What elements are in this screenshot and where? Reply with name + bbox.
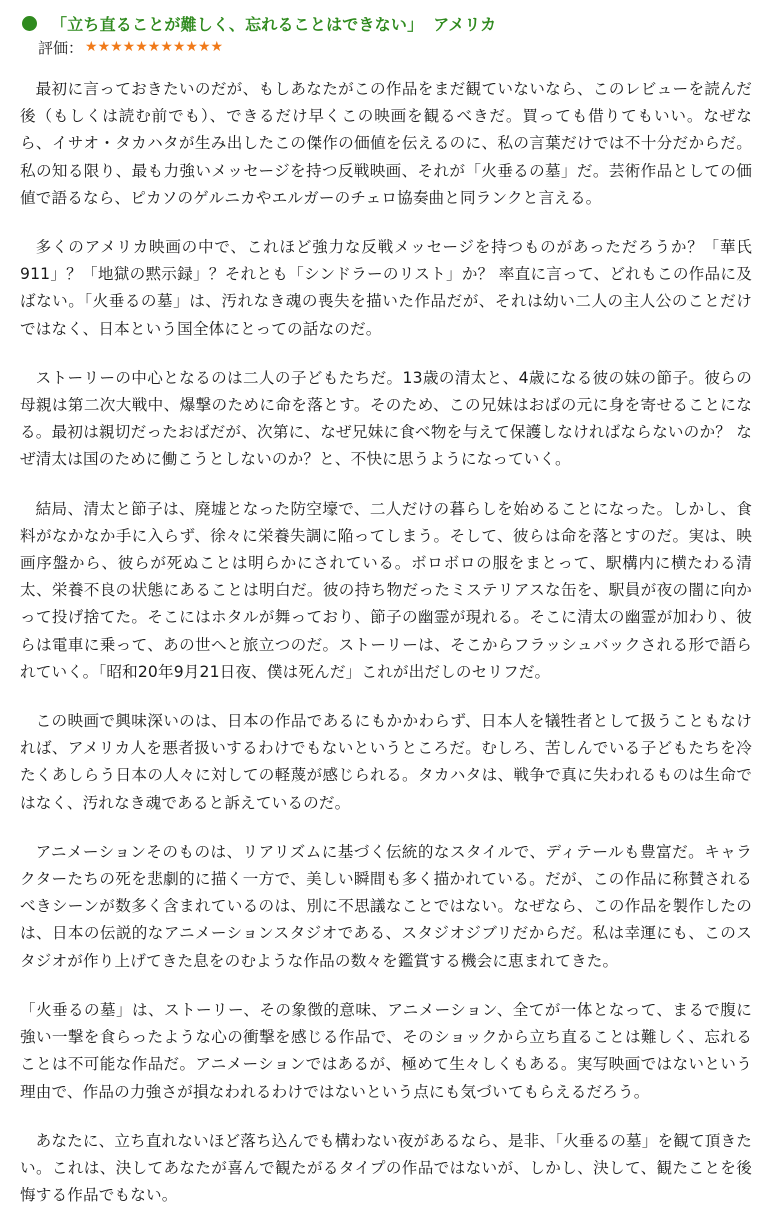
- rating-row: [38, 36, 752, 58]
- review-paragraph: 「火垂るの墓」は、ストーリー、その象徴的意味、アニメーション、全てが一体となって、まるで腹に強い一撃を食らったような心の衝撃を感じる作品で、そのショックから立ち直ることは難しく、忘れることは不可能な作品だ。アニメーションではあるが、極めて生々しくもある。実写映画ではないという理由で、作品の力強さが損なわれるわけではないという点にも気づいてもらえるだろう。: [20, 1000, 752, 1101]
- review-paragraph: アニメーションそのものは、リアリズムに基づく伝統的なスタイルで、ディテールも豊富だ。キャラクターたちの死を悲劇的に描く一方で、美しい瞬間も多く描かれている。だが、この作品に称賛されるべきシーンが数多く含まれているのは、別に不思議なことではない。なぜなら、この作品を製作したのは、日本の伝説的なアニメーションスタジオである、スタジオジブリだからだ。私は幸運にも、このスタジオが作り上げてきた息をのむような作品の数々を鑑賞する機会に恵まれてきた。: [20, 842, 752, 970]
- review-header: [20, 10, 752, 36]
- review-paragraph: この映画で興味深いのは、日本の作品であるにもかかわらず、日本人を犠牲者として扱うこともなければ、アメリカ人を悪者扱いするわけでもないというところだ。むしろ、苦しんでいる子どもたちを冷たくあしらう日本の人々に対しての軽蔑が感じられる。タカハタは、戦争で真に失われるものは生命ではなく、汚れなき魂であると訴えているのだ。: [20, 712, 752, 812]
- review-title: 「立ち直ることが難しく、忘れることはできない」: [51, 14, 424, 34]
- rating-label: 評価：: [38, 38, 84, 57]
- rating-stars-icon: ★★★★★★★★★★★: [85, 39, 224, 55]
- review-paragraph: 多くのアメリカ映画の中で、これほど強力な反戦メッセージを持つものがあっただろうか？「華氏911」？「地獄の黙示録」？それとも「シンドラーのリスト」か？ 率直に言って、どれもこの作品に及ばない。「火垂るの墓」は、汚れなき魂の喪失を描いた作品だが、それは幼い二人の主人公のことだけではなく、日本という国全体にとっての話なのだ。: [20, 238, 752, 338]
- review-paragraph: 最初に言っておきたいのだが、もしあなたがこの作品をまだ観ていないなら、このレビューを読んだ後（もしくは読む前でも）、できるだけ早くこの映画を観るべきだ。買っても借りてもいい。なぜなら、イサオ・タカハタが生み出したこの傑作の価値を伝えるのに、私の言葉だけでは不十分だからだ。私の知る限り、最も力強いメッセージを持つ反戦映画、それが「火垂るの墓」だ。芸術作品としての価値で語るなら、ピカソのゲルニカやエルガーのチェロ協奏曲と同ランクと言える。: [20, 80, 752, 207]
- review-country: アメリカ: [433, 14, 497, 34]
- review-paragraph: ストーリーの中心となるのは二人の子どもたちだ。13歳の清太と、4歳になる彼の妹の節子。彼らの母親は第二次大戦中、爆撃のために命を落とす。そのため、この兄妹はおばの元に身を寄せることになる。最初は親切だったおばだが、次第に、なぜ兄妹に食べ物を与えて保護しなければならないのか？ なぜ清太は国のために働こうとしないのか？と、不快に思うようになっていく。: [20, 368, 752, 469]
- review-paragraph: あなたに、立ち直れないほど落ち込んでも構わない夜があるなら、是非、「火垂るの墓」を観て頂きたい。これは、決してあなたが喜んで観たがるタイプの作品ではないが、しかし、決して、観たことを後悔する作品でもない。: [20, 1131, 753, 1205]
- review-body: [20, 76, 752, 1209]
- review-paragraph: 結局、清太と節子は、廃墟となった防空壕で、二人だけの暮らしを始めることになった。しかし、食料がなかなか手に入らず、徐々に栄養失調に陥ってしまう。そして、彼らは命を落とすのだ。実は、映画序盤から、彼らが死ぬことは明らかにされている。ボロボロの服をまとって、駅構内に横たわる清太、栄養不良の状態にあることは明白だ。彼の持ち物だったミステリアスな缶を、駅員が夜の闇に向かって投げ捨てた。そこにはホタルが舞っており、節子の幽霊が現れる。そこに清太の幽霊が加わり、彼らは電車に乗って、あの世へと旅立つのだ。ストーリーは、そこからフラッシュバックされる形で語られていく。「昭和20年9月21日夜、僕は死んだ」これが出だしのセリフだ。: [20, 499, 752, 681]
- green-bullet-icon: [22, 16, 37, 31]
